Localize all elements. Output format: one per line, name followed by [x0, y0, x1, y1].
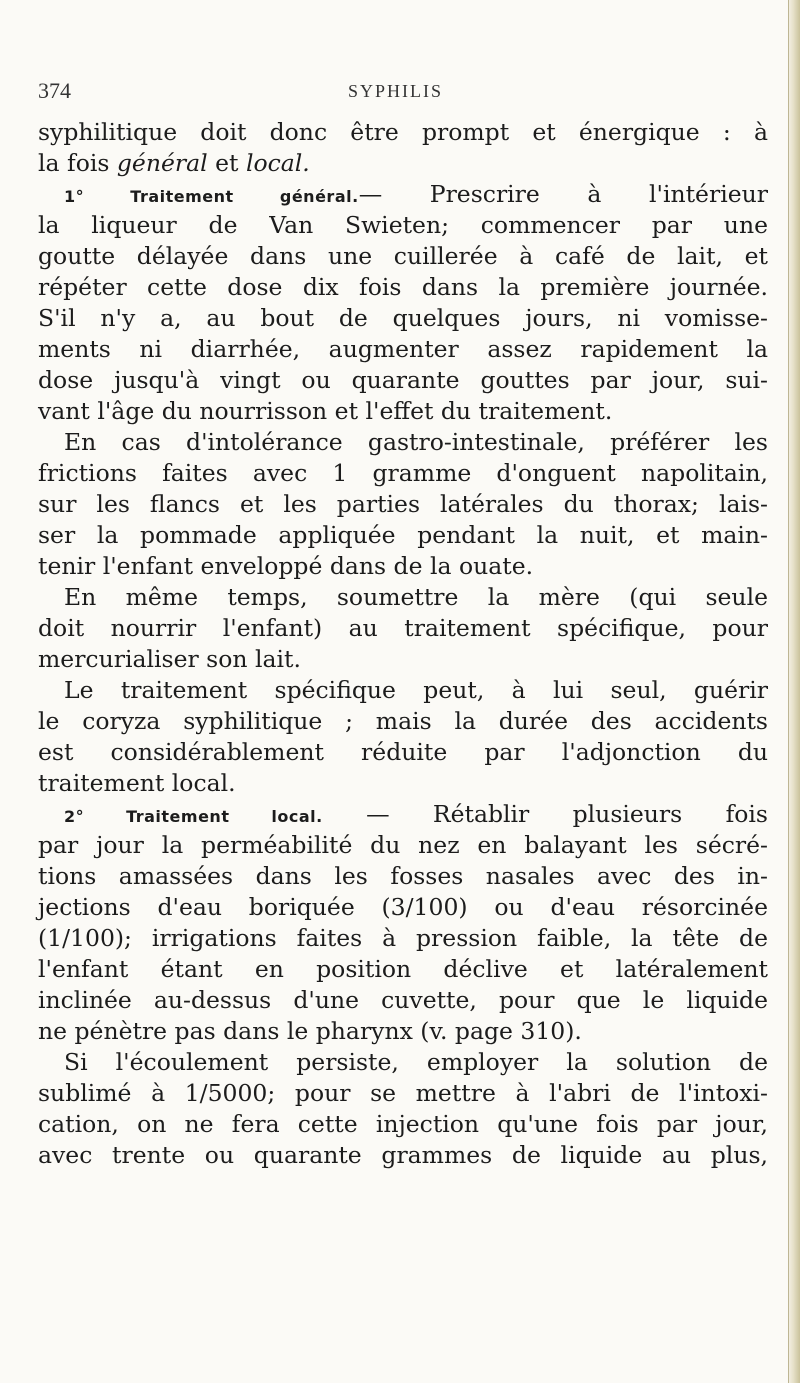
text-line [38, 799, 768, 830]
text-line: tenir l'enfant enveloppé dans de la ouate. [38, 552, 534, 580]
text-line: ser la pommade appliquée pendant la nuit, et main- [38, 521, 768, 549]
text-line: vant l'âge du nourrisson et l'effet du traitement. [38, 397, 613, 425]
text-line: Le traitement spécifique peut, à lui seul, guérir [64, 676, 768, 704]
text-line: répéter cette dose dix fois dans la première journée. [38, 273, 768, 301]
text-line: inclinée au-dessus d'une cuvette, pour que le liquide [38, 986, 768, 1014]
text-line: Si l'écoulement persiste, employer la solution de [64, 1048, 768, 1076]
text-line: sublimé à 1/5000; pour se mettre à l'abri de l'intoxi- [38, 1079, 768, 1107]
text-line: frictions faites avec 1 gramme d'onguent napolitain, [38, 459, 768, 487]
text-line [38, 179, 768, 210]
section-heading: 1° Traitement général. [64, 187, 359, 206]
text-line [38, 148, 768, 179]
italic-term: local. [245, 149, 310, 177]
text-line: mercurialiser son lait. [38, 645, 301, 673]
text-line: avec trente ou quarante grammes de liquide au plus, [38, 1141, 768, 1169]
italic-term: général [116, 149, 208, 177]
line-text: la fois [38, 149, 117, 177]
line-text: — Prescrire à l'intérieur [358, 180, 768, 208]
page-edge [788, 0, 800, 1383]
page-edge-line [788, 0, 789, 1383]
text-line: l'enfant étant en position déclive et latéralement [38, 955, 768, 983]
text-line: par jour la perméabilité du nez en balayant les sécré- [38, 831, 768, 859]
text-body [38, 117, 768, 1171]
text-line: doit nourrir l'enfant) au traitement spécifique, pour [38, 614, 768, 642]
line-text: — Rétablir plusieurs fois [322, 800, 768, 828]
text-line: est considérablement réduite par l'adjonction du [38, 738, 768, 766]
running-head [0, 78, 800, 104]
text-line: le coryza syphilitique ; mais la durée des accidents [38, 707, 768, 735]
text-line: En cas d'intolérance gastro-intestinale, préférer les [64, 428, 768, 456]
text-line: tions amassées dans les fosses nasales avec des in- [38, 862, 768, 890]
page-number: 374 [38, 78, 71, 103]
text-line: ne pénètre pas dans le pharynx (v. page 310). [38, 1017, 582, 1045]
text-line: sur les flancs et les parties latérales du thorax; lais- [38, 490, 768, 518]
text-line: jections d'eau boriquée (3/100) ou d'eau résorcinée [38, 893, 768, 921]
text-line: En même temps, soumettre la mère (qui seule [64, 583, 768, 611]
text-line: ments ni diarrhée, augmenter assez rapidement la [38, 335, 768, 363]
text-line: S'il n'y a, au bout de quelques jours, ni vomisse- [38, 304, 768, 332]
text-line: syphilitique doit donc être prompt et énergique : à [38, 118, 768, 146]
text-line: la liqueur de Van Swieten; commencer par une [38, 211, 768, 239]
running-title: SYPHILIS [348, 81, 444, 101]
text-line: traitement local. [38, 769, 236, 797]
line-text: et [207, 149, 246, 177]
text-line: cation, on ne fera cette injection qu'une fois par jour, [38, 1110, 768, 1138]
text-line: goutte délayée dans une cuillerée à café de lait, et [38, 242, 768, 270]
section-heading: 2° Traitement local. [64, 807, 323, 826]
text-line: (1/100); irrigations faites à pression faible, la tête de [38, 924, 768, 952]
text-line: dose jusqu'à vingt ou quarante gouttes par jour, sui- [38, 366, 768, 394]
